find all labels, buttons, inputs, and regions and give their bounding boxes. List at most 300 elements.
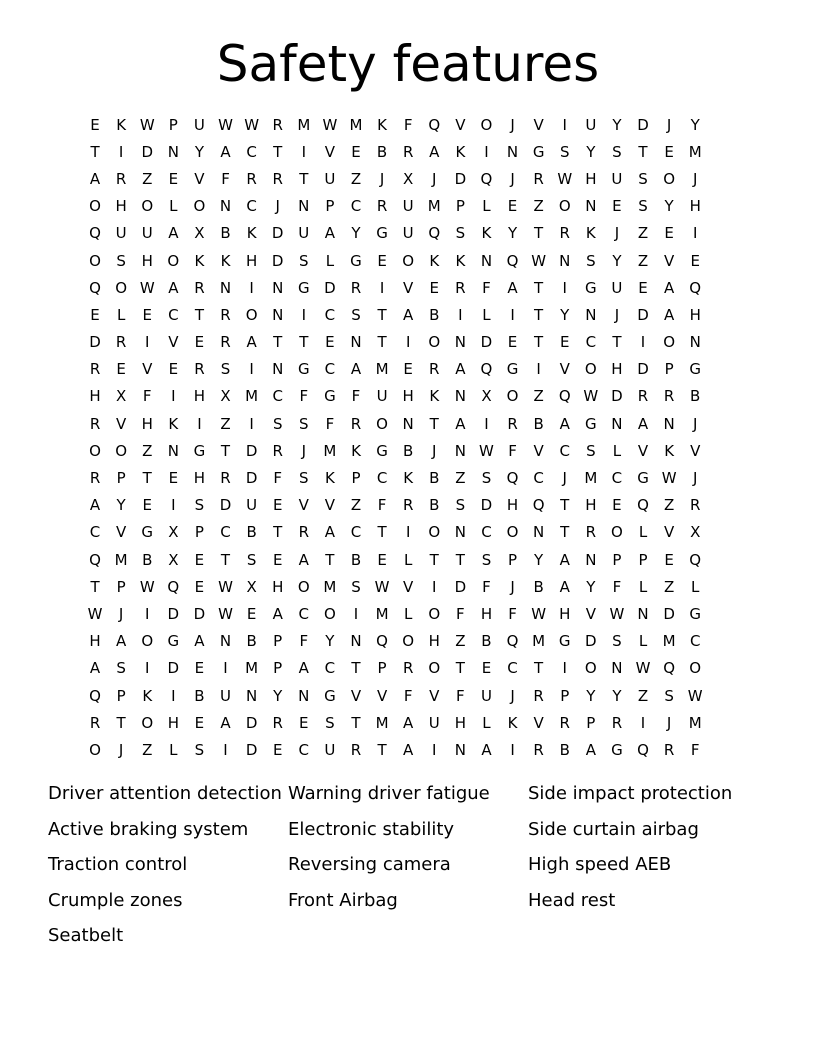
- grid-letter: S: [116, 251, 126, 270]
- grid-letter: V: [142, 360, 153, 379]
- grid-letter: W: [687, 686, 703, 705]
- grid-letter: N: [454, 523, 466, 542]
- grid-letter: T: [534, 333, 544, 352]
- grid-letter: D: [167, 604, 180, 623]
- grid-letter: P: [273, 632, 283, 651]
- grid-letter: W: [583, 387, 599, 406]
- grid-letter: E: [194, 550, 205, 569]
- grid-letter: B: [403, 441, 414, 460]
- grid-letter: C: [246, 142, 257, 161]
- grid-letter: W: [218, 604, 233, 623]
- grid-row: [82, 655, 742, 682]
- grid-letter: Z: [637, 251, 649, 270]
- grid-letter: S: [559, 142, 570, 161]
- grid-letter: T: [351, 659, 361, 678]
- grid-letter: A: [220, 713, 231, 732]
- grid-letter: E: [664, 142, 674, 161]
- grid-letter: D: [245, 740, 258, 759]
- grid-letter: T: [377, 333, 387, 352]
- grid-letter: K: [351, 441, 361, 460]
- grid-letter: T: [429, 414, 439, 433]
- word-list-item: Side impact protection: [528, 783, 733, 804]
- word-list-item: High speed AEB: [528, 854, 672, 876]
- grid-letter: D: [480, 496, 493, 515]
- grid-letter: R: [194, 360, 205, 379]
- grid-letter: U: [585, 115, 597, 134]
- grid-letter: C: [220, 523, 231, 542]
- grid-letter: G: [532, 142, 545, 161]
- grid-letter: G: [637, 469, 649, 488]
- grid-letter: H: [193, 387, 206, 406]
- grid-letter: K: [429, 387, 440, 406]
- grid-letter: F: [482, 278, 491, 297]
- grid-row: [82, 600, 742, 627]
- grid-letter: O: [558, 197, 571, 216]
- grid-letter: U: [480, 686, 492, 705]
- grid-letter: T: [90, 142, 100, 161]
- grid-letter: O: [506, 387, 519, 406]
- grid-letter: J: [562, 469, 567, 488]
- grid-letter: C: [689, 632, 701, 651]
- grid-letter: L: [169, 197, 178, 216]
- grid-letter: I: [197, 414, 202, 433]
- grid-letter: A: [559, 414, 570, 433]
- grid-letter: U: [324, 740, 336, 759]
- grid-letter: V: [533, 441, 544, 460]
- grid-letter: S: [586, 441, 596, 460]
- grid-letter: Z: [637, 224, 649, 243]
- grid-letter: E: [194, 659, 205, 678]
- grid-letter: G: [376, 224, 388, 243]
- grid-letter: H: [689, 197, 701, 216]
- grid-row: [82, 247, 742, 274]
- grid-letter: R: [220, 469, 231, 488]
- grid-letter: R: [272, 441, 283, 460]
- grid-letter: P: [508, 550, 518, 569]
- grid-letter: L: [169, 740, 178, 759]
- grid-letter: I: [249, 414, 254, 433]
- grid-letter: C: [324, 659, 336, 678]
- grid-letter: W: [609, 604, 625, 623]
- grid-letter: H: [402, 387, 414, 406]
- grid-letter: X: [690, 523, 701, 542]
- grid-letter: W: [531, 251, 547, 270]
- word-list-item: Side curtain airbag: [528, 818, 699, 840]
- grid-letter: H: [115, 197, 127, 216]
- grid-letter: N: [454, 740, 466, 759]
- grid-letter: J: [666, 115, 672, 134]
- grid-letter: R: [272, 169, 283, 188]
- grid-letter: Y: [116, 496, 126, 515]
- grid-letter: X: [246, 577, 257, 596]
- grid-letter: K: [455, 251, 466, 270]
- grid-letter: L: [403, 604, 413, 623]
- grid-letter: N: [585, 305, 597, 324]
- grid-letter: C: [168, 305, 179, 324]
- grid-letter: K: [403, 469, 414, 488]
- grid-letter: K: [429, 251, 440, 270]
- grid-letter: A: [168, 224, 179, 243]
- grid-letter: R: [507, 414, 518, 433]
- grid-letter: O: [402, 251, 415, 270]
- grid-letter: T: [90, 577, 100, 596]
- grid-letter: V: [533, 115, 544, 134]
- grid-letter: V: [455, 115, 466, 134]
- grid-letter: U: [376, 387, 388, 406]
- grid-letter: D: [663, 604, 675, 623]
- grid-letter: I: [640, 713, 646, 732]
- grid-letter: N: [454, 387, 466, 406]
- grid-letter: R: [272, 713, 283, 732]
- grid-letter: C: [585, 333, 597, 352]
- grid-letter: R: [89, 469, 101, 488]
- grid-letter: O: [89, 441, 101, 460]
- grid-letter: J: [379, 169, 385, 188]
- grid-letter: T: [377, 740, 387, 759]
- grid-letter: Y: [534, 550, 544, 569]
- grid-letter: D: [271, 224, 284, 243]
- grid-letter: P: [455, 197, 465, 216]
- grid-letter: E: [142, 496, 152, 515]
- grid-letter: R: [89, 414, 101, 433]
- grid-letter: O: [506, 523, 519, 542]
- grid-letter: B: [559, 740, 570, 759]
- grid-letter: K: [664, 441, 675, 460]
- grid-letter: O: [89, 740, 101, 759]
- grid-letter: A: [403, 305, 414, 324]
- grid-letter: T: [560, 496, 570, 515]
- grid-letter: S: [194, 740, 205, 759]
- grid-row: [82, 383, 742, 410]
- grid-letter: O: [193, 197, 206, 216]
- grid-letter: W: [139, 278, 155, 297]
- grid-letter: F: [456, 604, 465, 623]
- grid-letter: I: [640, 333, 646, 352]
- grid-letter: B: [690, 387, 701, 406]
- grid-letter: K: [455, 142, 466, 161]
- grid-letter: B: [194, 686, 205, 705]
- grid-letter: S: [220, 360, 231, 379]
- grid-letter: I: [432, 577, 437, 596]
- grid-letter: L: [482, 197, 491, 216]
- grid-letter: J: [301, 441, 307, 460]
- word-list-item: Electronic stability: [288, 818, 455, 840]
- grid-letter: E: [272, 550, 283, 569]
- grid-letter: V: [637, 441, 649, 460]
- grid-letter: F: [351, 387, 361, 406]
- grid-letter: C: [89, 523, 101, 542]
- grid-letter: J: [692, 414, 698, 433]
- grid-row: [82, 165, 742, 192]
- grid-row: [82, 220, 742, 247]
- grid-letter: M: [584, 469, 598, 488]
- grid-letter: E: [246, 604, 257, 623]
- grid-letter: D: [637, 305, 649, 324]
- grid-letter: L: [638, 632, 648, 651]
- grid-letter: U: [428, 713, 440, 732]
- grid-letter: O: [323, 604, 336, 623]
- grid-letter: O: [297, 577, 310, 596]
- grid-row: [82, 138, 742, 165]
- grid-letter: Q: [89, 686, 101, 705]
- grid-letter: C: [350, 523, 362, 542]
- grid-letter: F: [690, 740, 700, 759]
- grid-letter: H: [611, 360, 623, 379]
- grid-letter: C: [559, 441, 570, 460]
- grid-letter: G: [558, 632, 571, 651]
- grid-letter: O: [167, 251, 180, 270]
- grid-letter: O: [663, 333, 676, 352]
- grid-letter: C: [246, 197, 257, 216]
- grid-letter: U: [141, 224, 153, 243]
- grid-letter: A: [246, 333, 257, 352]
- grid-letter: Q: [480, 169, 493, 188]
- grid-letter: Q: [506, 251, 519, 270]
- grid-letter: T: [325, 550, 335, 569]
- grid-letter: F: [403, 115, 413, 134]
- grid-letter: E: [194, 333, 205, 352]
- grid-letter: F: [221, 169, 230, 188]
- grid-letter: M: [688, 713, 702, 732]
- grid-letter: B: [429, 305, 440, 324]
- grid-letter: R: [89, 713, 101, 732]
- grid-letter: I: [458, 305, 463, 324]
- grid-letter: E: [429, 278, 439, 297]
- grid-letter: J: [614, 305, 620, 324]
- grid-letter: J: [614, 224, 620, 243]
- grid-letter: E: [168, 169, 179, 188]
- grid-row: [82, 193, 742, 220]
- grid-letter: W: [661, 469, 677, 488]
- grid-letter: L: [638, 523, 648, 542]
- grid-letter: T: [116, 713, 126, 732]
- grid-letter: T: [534, 659, 544, 678]
- grid-letter: N: [402, 414, 414, 433]
- grid-row: [82, 546, 742, 573]
- word-list-item: Driver attention detection: [48, 783, 282, 804]
- grid-letter: E: [351, 142, 361, 161]
- grid-letter: K: [507, 713, 518, 732]
- grid-letter: O: [141, 197, 154, 216]
- grid-letter: N: [637, 604, 649, 623]
- grid-letter: T: [534, 305, 544, 324]
- grid-letter: B: [220, 224, 231, 243]
- grid-letter: F: [273, 469, 283, 488]
- grid-letter: P: [586, 713, 596, 732]
- grid-letter: F: [142, 387, 152, 406]
- grid-letter: O: [428, 333, 441, 352]
- grid-letter: W: [218, 115, 233, 134]
- grid-letter: W: [218, 577, 233, 596]
- grid-letter: A: [89, 659, 101, 678]
- grid-letter: N: [454, 333, 466, 352]
- grid-letter: D: [611, 387, 623, 406]
- grid-letter: U: [611, 169, 623, 188]
- grid-letter: P: [560, 686, 570, 705]
- grid-letter: I: [249, 278, 254, 297]
- grid-letter: I: [405, 523, 411, 542]
- grid-letter: H: [689, 305, 701, 324]
- grid-letter: G: [193, 441, 206, 460]
- grid-letter: T: [455, 659, 465, 678]
- grid-letter: W: [87, 604, 103, 623]
- grid-letter: E: [194, 713, 205, 732]
- grid-letter: Q: [558, 387, 571, 406]
- grid-letter: H: [141, 414, 153, 433]
- grid-letter: T: [455, 550, 465, 569]
- grid-letter: S: [612, 632, 622, 651]
- grid-letter: A: [559, 577, 570, 596]
- grid-letter: N: [689, 333, 701, 352]
- grid-letter: S: [455, 496, 466, 515]
- grid-letter: F: [612, 577, 622, 596]
- grid-letter: D: [637, 115, 649, 134]
- grid-letter: W: [531, 604, 547, 623]
- grid-letter: N: [219, 632, 232, 651]
- grid-letter: Z: [142, 441, 153, 460]
- grid-letter: D: [89, 333, 101, 352]
- grid-letter: S: [325, 713, 335, 732]
- grid-letter: U: [246, 496, 258, 515]
- grid-letter: V: [690, 441, 701, 460]
- grid-letter: I: [118, 142, 124, 161]
- grid-letter: G: [167, 632, 180, 651]
- grid-letter: I: [353, 604, 359, 623]
- grid-letter: S: [638, 169, 648, 188]
- grid-letter: D: [271, 251, 284, 270]
- grid-letter: D: [480, 333, 493, 352]
- grid-letter: A: [89, 496, 101, 515]
- grid-letter: R: [402, 659, 414, 678]
- grid-letter: T: [273, 142, 283, 161]
- grid-letter: R: [663, 387, 675, 406]
- grid-letter: M: [323, 441, 337, 460]
- grid-row: [82, 410, 742, 437]
- grid-letter: E: [377, 251, 387, 270]
- grid-letter: T: [638, 142, 648, 161]
- grid-letter: U: [115, 224, 127, 243]
- grid-letter: I: [171, 496, 176, 515]
- grid-letter: U: [298, 224, 310, 243]
- grid-row: [82, 437, 742, 464]
- grid-letter: W: [244, 115, 260, 134]
- grid-letter: I: [145, 659, 150, 678]
- grid-letter: B: [246, 632, 257, 651]
- grid-letter: M: [297, 115, 311, 134]
- grid-letter: S: [246, 550, 257, 569]
- grid-letter: A: [116, 632, 127, 651]
- grid-letter: Q: [480, 360, 493, 379]
- grid-letter: N: [167, 441, 179, 460]
- grid-letter: G: [376, 441, 388, 460]
- grid-letter: G: [297, 360, 310, 379]
- grid-letter: K: [246, 224, 257, 243]
- grid-letter: T: [299, 169, 309, 188]
- grid-letter: L: [482, 713, 491, 732]
- grid-letter: C: [298, 604, 310, 623]
- grid-letter: Y: [612, 686, 622, 705]
- grid-letter: K: [481, 224, 492, 243]
- grid-letter: Y: [664, 197, 674, 216]
- grid-letter: A: [663, 278, 675, 297]
- grid-letter: F: [299, 632, 309, 651]
- grid-letter: P: [325, 197, 335, 216]
- grid-letter: I: [301, 305, 307, 324]
- grid-letter: Y: [325, 632, 335, 651]
- grid-letter: O: [402, 632, 415, 651]
- grid-row: [82, 519, 742, 546]
- grid-letter: N: [559, 251, 571, 270]
- grid-letter: P: [116, 577, 126, 596]
- grid-letter: D: [585, 632, 597, 651]
- grid-letter: R: [585, 523, 597, 542]
- grid-letter: V: [168, 333, 179, 352]
- grid-letter: E: [116, 360, 126, 379]
- grid-letter: Y: [612, 251, 622, 270]
- grid-letter: C: [507, 659, 518, 678]
- grid-letter: A: [403, 713, 414, 732]
- grid-letter: A: [429, 142, 440, 161]
- grid-letter: Z: [220, 414, 231, 433]
- grid-letter: B: [429, 469, 440, 488]
- grid-letter: U: [402, 197, 414, 216]
- grid-letter: G: [324, 387, 336, 406]
- grid-letter: P: [116, 686, 126, 705]
- grid-letter: J: [666, 713, 672, 732]
- grid-letter: L: [638, 577, 648, 596]
- grid-letter: I: [249, 360, 254, 379]
- grid-letter: Y: [273, 686, 283, 705]
- grid-letter: S: [638, 197, 648, 216]
- grid-letter: R: [350, 278, 362, 297]
- grid-letter: P: [273, 659, 283, 678]
- grid-letter: R: [455, 278, 466, 297]
- grid-letter: T: [299, 333, 309, 352]
- grid-letter: Y: [586, 577, 596, 596]
- grid-letter: Z: [533, 197, 544, 216]
- grid-letter: E: [638, 278, 648, 297]
- grid-letter: E: [272, 496, 283, 515]
- grid-letter: I: [484, 142, 489, 161]
- grid-letter: H: [89, 632, 101, 651]
- grid-letter: D: [324, 278, 336, 297]
- grid-letter: V: [116, 414, 127, 433]
- grid-letter: M: [532, 632, 546, 651]
- grid-letter: A: [168, 278, 179, 297]
- grid-letter: R: [637, 387, 649, 406]
- grid-row: [82, 709, 742, 736]
- grid-letter: Q: [532, 496, 545, 515]
- grid-letter: A: [455, 360, 466, 379]
- grid-letter: E: [142, 305, 152, 324]
- puzzle-title: Safety features: [216, 35, 600, 93]
- grid-letter: Y: [690, 115, 700, 134]
- grid-letter: S: [481, 550, 492, 569]
- grid-letter: G: [585, 278, 597, 297]
- grid-letter: E: [559, 333, 570, 352]
- grid-letter: A: [324, 523, 336, 542]
- grid-letter: C: [533, 469, 544, 488]
- grid-letter: A: [663, 305, 675, 324]
- grid-letter: S: [194, 496, 205, 515]
- grid-letter: O: [141, 632, 154, 651]
- grid-letter: K: [194, 251, 205, 270]
- grid-letter: P: [116, 469, 126, 488]
- grid-letter: O: [115, 441, 128, 460]
- grid-letter: I: [536, 360, 541, 379]
- grid-letter: O: [115, 278, 128, 297]
- grid-letter: M: [427, 197, 441, 216]
